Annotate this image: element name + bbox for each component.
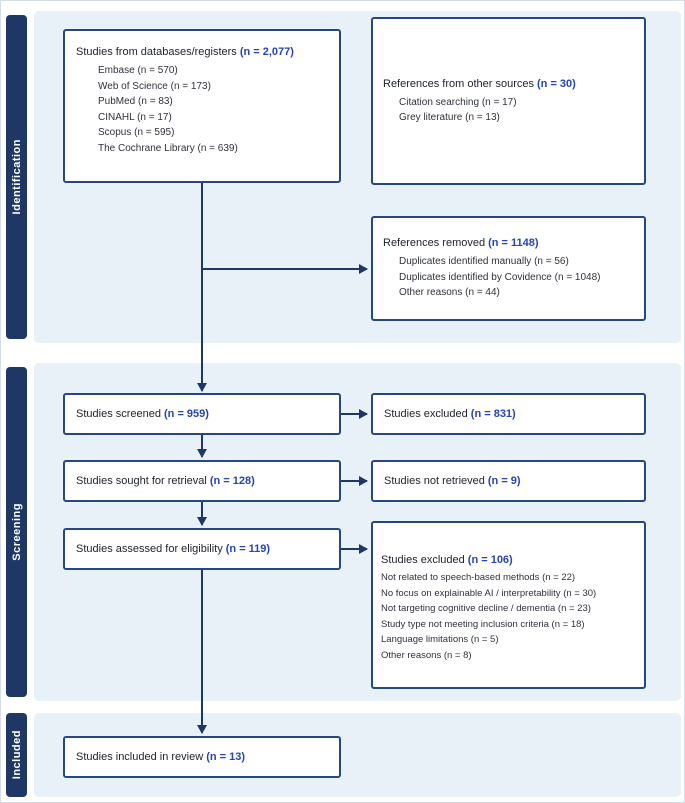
identification-phase-label: Identification xyxy=(10,139,23,215)
box-label: Studies not retrieved xyxy=(384,474,485,487)
box-references-other-sources xyxy=(371,17,646,185)
database-breakdown-list xyxy=(98,63,328,156)
list-item: Web of Science (n = 173) xyxy=(98,80,211,92)
box-label: Studies excluded xyxy=(384,407,468,420)
box-label: References from other sources xyxy=(383,77,535,90)
box-label: Studies screened xyxy=(76,407,161,420)
box-title xyxy=(381,553,636,568)
list-item: Scopus (n = 595) xyxy=(98,127,175,138)
box-studies-screened xyxy=(63,393,341,435)
box-title xyxy=(76,750,245,765)
box-label: Studies from databases/registers xyxy=(76,46,237,58)
box-title xyxy=(383,77,634,92)
list-item: The Cochrane Library (n = 639) xyxy=(98,142,238,154)
box-studies-excluded-eligibility xyxy=(371,521,646,689)
box-studies-not-retrieved xyxy=(371,460,646,502)
box-title xyxy=(76,407,209,422)
list-item: Duplicates identified manually (n = 56) xyxy=(399,256,569,267)
box-label: Studies sought for retrieval xyxy=(76,474,207,487)
box-studies-from-databases xyxy=(63,29,341,183)
box-label: Studies assessed for eligibility xyxy=(76,542,223,555)
box-studies-assessed-eligibility xyxy=(63,528,341,570)
list-item: Language limitations (n = 5) xyxy=(381,634,499,645)
box-title xyxy=(383,236,634,251)
box-count: (n = 9) xyxy=(487,474,521,487)
box-studies-included-review xyxy=(63,736,341,778)
list-item: Citation searching (n = 17) xyxy=(399,96,517,108)
exclusion-reasons-list xyxy=(381,570,636,663)
list-item: No focus on explainable AI / interpretability (n = 30) xyxy=(381,587,597,599)
removed-reasons-list xyxy=(399,254,634,301)
list-item: Grey literature (n = 13) xyxy=(399,112,500,123)
included-phase-label: Included xyxy=(10,730,23,780)
list-item: Other reasons (n = 8) xyxy=(381,649,472,661)
box-studies-sought-retrieval xyxy=(63,460,341,502)
box-label: Studies excluded xyxy=(381,554,465,566)
box-label: References removed xyxy=(383,237,486,249)
list-item: PubMed (n = 83) xyxy=(98,96,173,107)
list-item: Other reasons (n = 44) xyxy=(399,287,500,298)
box-references-removed xyxy=(371,216,646,321)
box-count: (n = 13) xyxy=(206,750,246,763)
box-count: (n = 119) xyxy=(225,542,271,555)
box-count: (n = 959) xyxy=(164,407,209,420)
box-title xyxy=(384,474,521,489)
box-label: Studies included in review xyxy=(76,750,204,763)
included-phase-bar xyxy=(6,713,27,797)
list-item: Embase (n = 570) xyxy=(98,65,178,76)
box-count: (n = 831) xyxy=(470,407,516,420)
screening-phase-bar xyxy=(6,367,27,697)
box-count: (n = 1148) xyxy=(488,237,539,249)
identification-phase-bar xyxy=(6,15,27,339)
list-item: Not related to speech-based methods (n = 22) xyxy=(381,572,576,583)
box-count: (n = 2,077) xyxy=(239,46,294,58)
list-item: CINAHL (n = 17) xyxy=(98,111,172,123)
other-sources-list xyxy=(399,95,634,126)
list-item: Duplicates identified by Covidence (n = 1048) xyxy=(399,271,601,283)
list-item: Not targeting cognitive decline / dementia (n = 23) xyxy=(381,603,591,614)
box-title xyxy=(76,45,328,60)
box-title xyxy=(76,474,255,489)
screening-phase-label: Screening xyxy=(10,503,23,561)
box-count: (n = 128) xyxy=(209,474,255,487)
box-count: (n = 30) xyxy=(537,77,576,90)
box-studies-excluded-screening xyxy=(371,393,646,435)
list-item: Study type not meeting inclusion criteria (n = 18) xyxy=(381,618,585,630)
box-title xyxy=(384,407,516,422)
box-count: (n = 106) xyxy=(467,554,513,566)
box-title xyxy=(76,542,270,557)
